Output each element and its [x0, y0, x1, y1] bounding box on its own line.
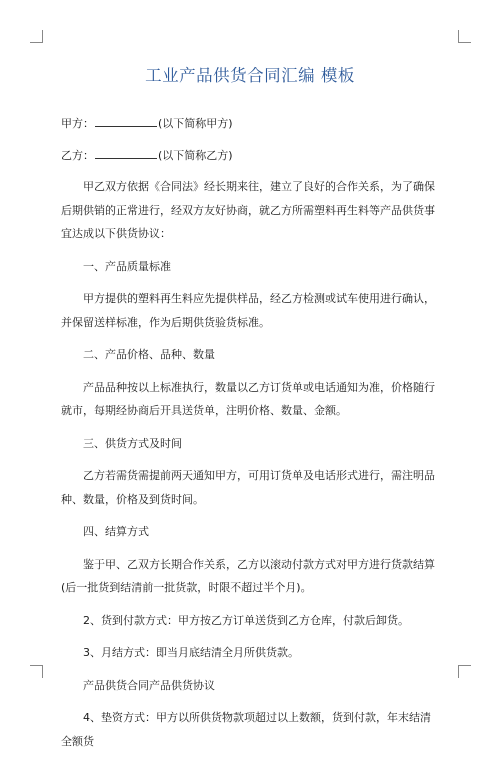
section-1-body: 甲方提供的塑料再生料应先提供样品，经乙方检测或试车使用进行确认，并保留送样标准，作为后期供货验货标准。 [61, 292, 435, 329]
section-3-body: 乙方若需货需提前两天通知甲方，可用订货单及电话形式进行，需注明品种、数量，价格及到货时间。 [61, 469, 435, 506]
section-2-heading: 二、产品价格、品种、数量 [83, 348, 215, 361]
crop-mark-bottom-left [30, 665, 43, 678]
section-4-subtitle: 产品供货合同产品供货协议 [83, 678, 215, 692]
document-body [61, 112, 441, 762]
section-2-body: 产品品种按以上标准执行，数量以乙方订货单或电话通知为准，价格随行就市，每期经协商后开具送货单，注明价格、数量、金额。 [61, 380, 435, 417]
party-a-suffix: (以下简称甲方) [158, 117, 233, 130]
crop-mark-bottom-right [458, 665, 471, 678]
section-1-heading: 一、产品质量标准 [83, 259, 171, 273]
party-b-suffix: (以下简称乙方) [158, 148, 233, 162]
party-a-line [61, 112, 441, 136]
document-title: 工业产品供货合同汇编 模板 [145, 66, 355, 85]
party-b-blank [95, 148, 157, 159]
crop-mark-top-left [30, 30, 43, 43]
crop-mark-top-right [458, 30, 471, 43]
party-a-label: 甲方： [61, 117, 94, 130]
section-4-item-3: 3、月结方式：即当月底结清全月所供货款。 [83, 646, 299, 659]
party-b-label: 乙方： [61, 148, 94, 162]
section-4-body: 鉴于甲、乙双方长期合作关系，乙方以滚动付款方式对甲方进行货款结算(后一批货到结清前一批货款，时限不超过半个月)。 [61, 557, 435, 594]
section-4-heading: 四、结算方式 [83, 525, 149, 538]
party-a-blank [95, 116, 157, 127]
party-b-line [61, 144, 441, 168]
intro-paragraph: 甲乙双方依据《合同法》经长期来往，建立了良好的合作关系，为了确保后期供销的正常进行，经双方友好协商，就乙方所需塑料再生料等产品供货事宜达成以下供货协议： [61, 180, 435, 240]
section-4-item-4: 4、垫资方式：甲方以所供货物款项超过以上数额，货到付款，年末结清全额货 [61, 711, 431, 748]
section-4-item-2: 2、货到付款方式：甲方按乙方订单送货到乙方仓库，付款后卸货。 [83, 613, 409, 627]
section-3-heading: 三、供货方式及时间 [83, 436, 182, 450]
